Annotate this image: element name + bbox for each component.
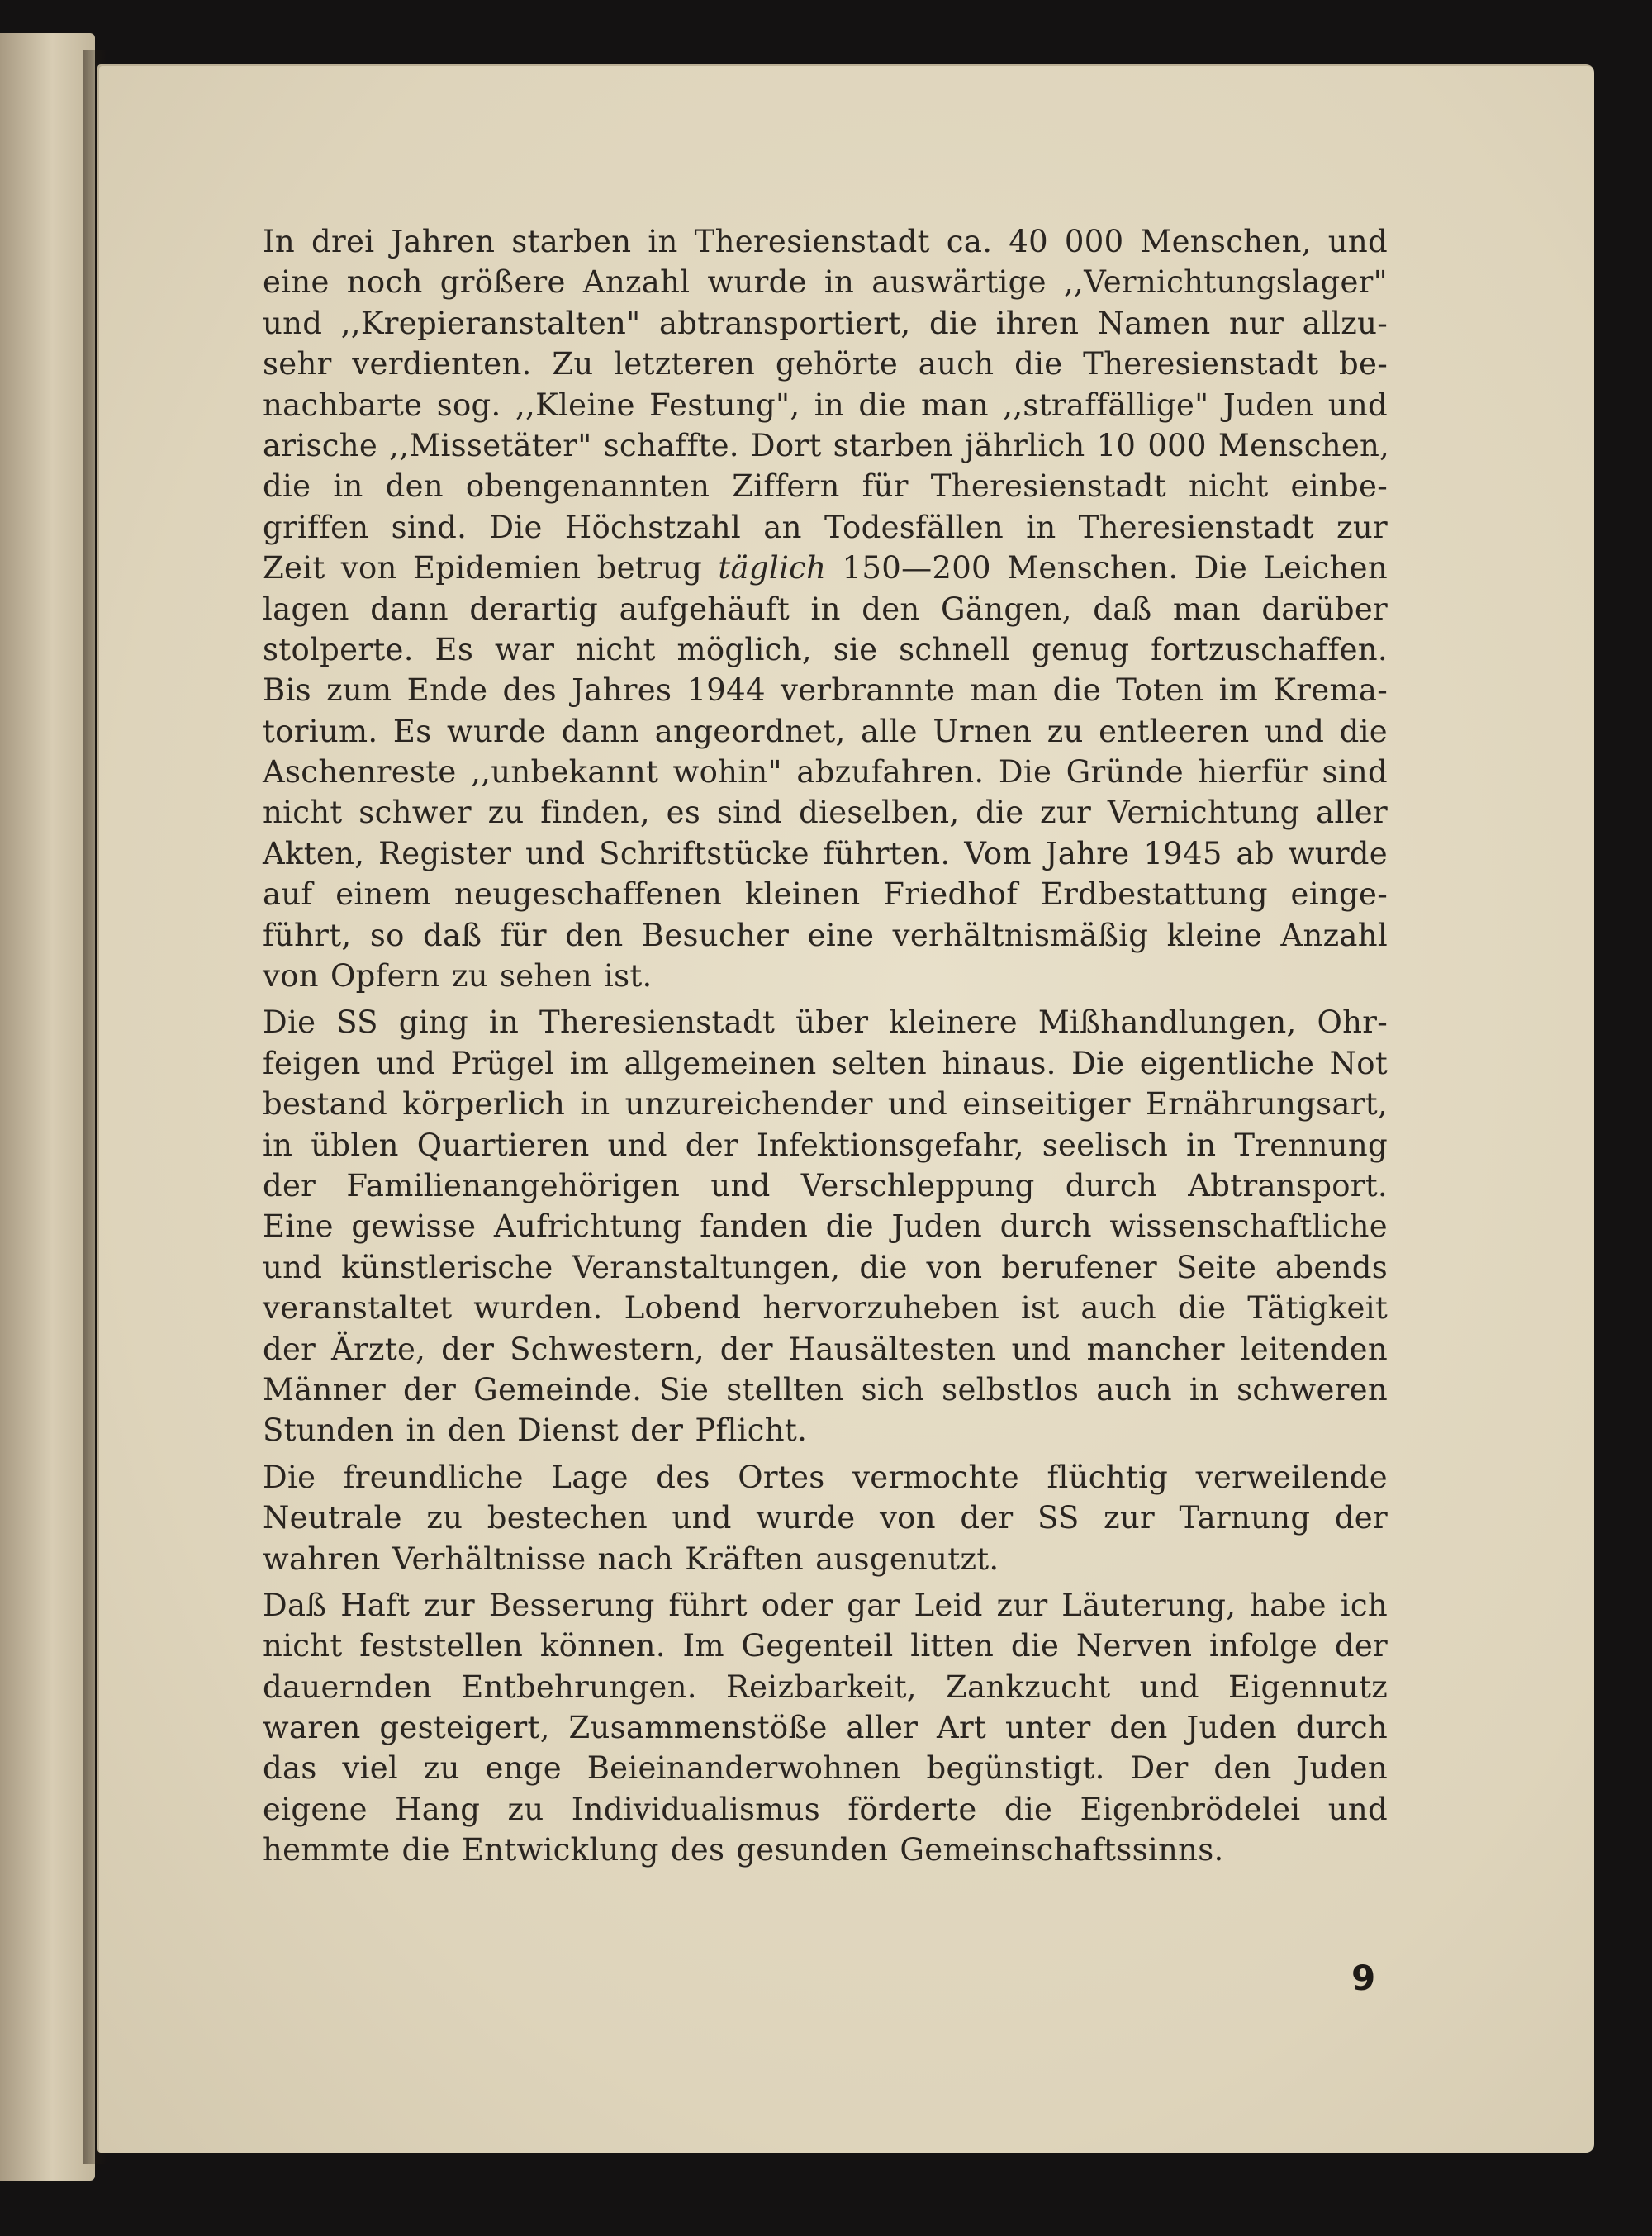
emphasized-word: täglich: [718, 550, 827, 586]
text-line: Stunden in den Dienst der Pflicht.: [263, 1412, 808, 1449]
text-line: lagen dann derartig aufgehäuft in den Gängen, daß man darüber: [263, 591, 1388, 627]
text-line: das viel zu enge Beieinanderwohnen begünstigt. Der den Juden: [263, 1750, 1388, 1787]
facing-page-edge: [0, 33, 95, 2181]
text-line: griffen sind. Die Höchstzahl an Todesfällen in Theresienstadt zur: [263, 509, 1388, 545]
text-line: der Familienangehörigen und Verschleppung durch Abtransport.: [263, 1167, 1388, 1203]
text-line: wahren Verhältnisse nach Kräften ausgenutzt.: [263, 1541, 999, 1577]
text-line: und künstlerische Veranstaltungen, die von berufener Seite abends: [263, 1249, 1388, 1285]
text-line: auf einem neugeschaffenen kleinen Friedhof Erdbestattung einge-: [263, 876, 1388, 913]
text-line: in üblen Quartieren und der Infektionsgefahr, seelisch in Trennung: [263, 1127, 1388, 1163]
text-line: feigen und Prügel im allgemeinen selten hinaus. Die eigentliche Not: [263, 1045, 1388, 1081]
text-line: sehr verdienten. Zu letzteren gehörte auch die Theresienstadt be-: [263, 346, 1388, 382]
text-line: Die freundliche Lage des Ortes vermochte flüchtig verweilende: [263, 1459, 1388, 1495]
text-line: Daß Haft zur Besserung führt oder gar Leid zur Läuterung, habe ich: [263, 1587, 1388, 1623]
text-line: von Opfern zu sehen ist.: [263, 958, 653, 995]
text-line: bestand körperlich in unzureichender und einseitiger Ernährungsart,: [263, 1086, 1388, 1123]
text-line: der Ärzte, der Schwestern, der Hausältesten und mancher leitenden: [263, 1331, 1388, 1367]
text-line: und ,,Krepieranstalten" abtransportiert, die ihren Namen nur allzu-: [263, 305, 1388, 341]
page-number: 9: [1351, 1958, 1376, 1998]
paragraph-4: [263, 1585, 1388, 1871]
paragraph-2: [263, 1002, 1388, 1450]
text-line: veranstaltet wurden. Lobend hervorzuheben ist auch die Tätigkeit: [263, 1290, 1388, 1327]
text-line: Eine gewisse Aufrichtung fanden die Juden durch wissenschaftliche: [263, 1208, 1388, 1245]
text-line: nachbarte sog. ,,Kleine Festung", in die man ,,straffällige" Juden und: [263, 387, 1388, 423]
body-text: [263, 221, 1388, 1877]
text-line: die in den obengenannten Ziffern für Theresienstadt nicht einbe-: [263, 468, 1388, 505]
paragraph-3: [263, 1457, 1388, 1579]
text-line: eigene Hang zu Individualismus förderte die Eigenbrödelei und: [263, 1791, 1388, 1827]
text-line: hemmte die Entwicklung des gesunden Gemeinschaftssinns.: [263, 1832, 1224, 1868]
text-line: Akten, Register und Schriftstücke führten. Vom Jahre 1945 ab wurde: [263, 835, 1388, 871]
text-line: stolperte. Es war nicht möglich, sie schnell genug fortzuschaffen.: [263, 631, 1388, 667]
paragraph-1: [263, 221, 1388, 996]
text-line: waren gesteigert, Zusammenstöße aller Art unter den Juden durch: [263, 1710, 1388, 1746]
text-line: Neutrale zu bestechen und wurde von der SS zur Tarnung der: [263, 1500, 1388, 1536]
text-line: In drei Jahren starben in Theresienstadt ca. 40 000 Menschen, und: [263, 224, 1388, 259]
text-line: Die SS ging in Theresienstadt über kleinere Mißhandlungen, Ohr-: [263, 1004, 1388, 1041]
text-line: torium. Es wurde dann angeordnet, alle Urnen zu entleeren und die: [263, 713, 1388, 749]
text-line-with-italic: Zeit von Epidemien betrug täglich 150—200 Menschen. Die Leichen: [263, 550, 1388, 586]
text-line: arische ,,Missetäter" schaffte. Dort starben jährlich 10 000 Menschen,: [263, 427, 1390, 463]
text-line: eine noch größere Anzahl wurde in auswärtige ,,Vernichtungslager": [263, 264, 1388, 301]
text-line: dauernden Entbehrungen. Reizbarkeit, Zankzucht und Eigennutz: [263, 1669, 1388, 1705]
text-line: Bis zum Ende des Jahres 1944 verbrannte man die Toten im Krema-: [263, 672, 1388, 709]
text-line: nicht feststellen können. Im Gegenteil litten die Nerven infolge der: [263, 1628, 1388, 1664]
text-line: Männer der Gemeinde. Sie stellten sich selbstlos auch in schweren: [263, 1371, 1388, 1408]
text-line: nicht schwer zu finden, es sind dieselben, die zur Vernichtung aller: [263, 795, 1388, 831]
text-line: führt, so daß für den Besucher eine verhältnismäßig kleine Anzahl: [263, 917, 1388, 953]
text-line: Aschenreste ,,unbekannt wohin" abzufahren. Die Gründe hierfür sind: [263, 754, 1388, 790]
